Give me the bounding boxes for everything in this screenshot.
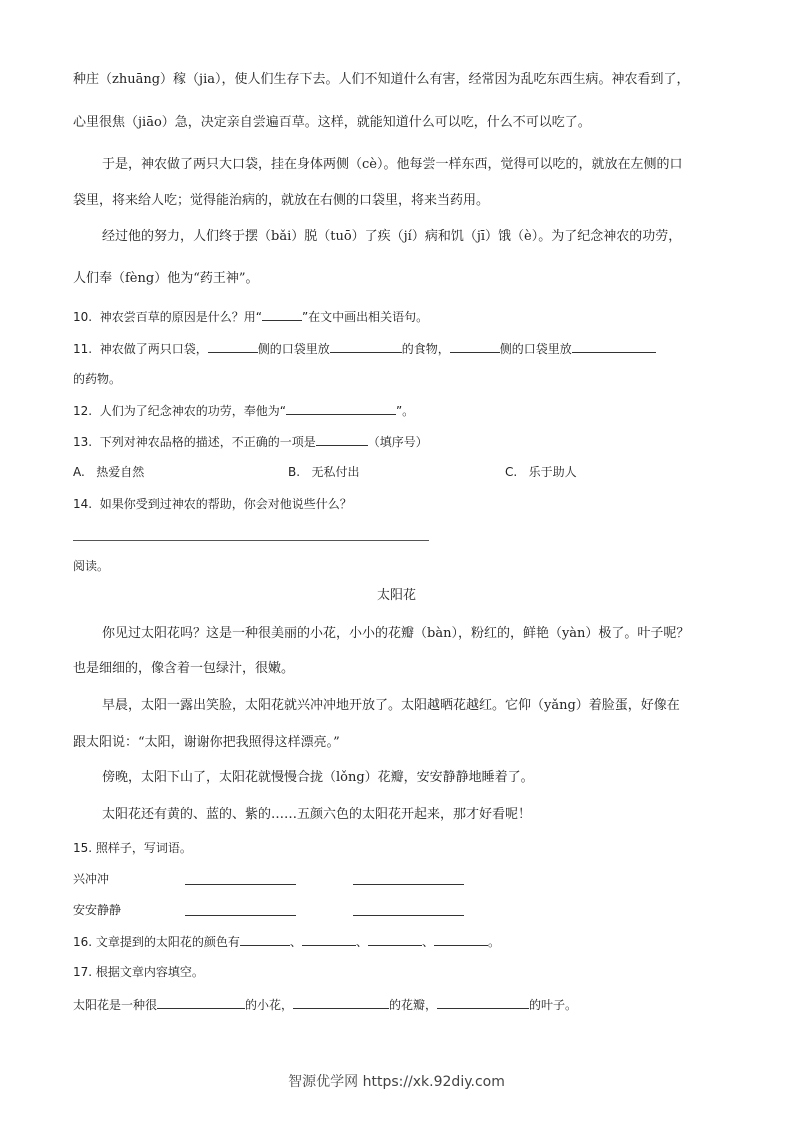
question-12: 12. 人们为了纪念神农的功劳，奉他为“ ”。 [73,404,415,418]
answer-blank[interactable] [437,996,529,1009]
passage-line: 跟太阳说：“太阳，谢谢你把我照得这样漂亮。” [73,735,340,750]
passage-line: 于是，神农做了两只大口袋，挂在身体两侧（cè）。他每尝一样东西，觉得可以吃的，就放在左侧的口 [102,157,683,172]
passage-line: 心里很焦（jiāo）急，决定亲自尝遍百草。这样，就能知道什么可以吃，什么不可以吃了。 [73,115,591,130]
answer-blank[interactable] [157,996,245,1009]
question-17: 17. 根据文章内容填空。 [73,965,204,979]
answer-blank[interactable] [293,996,389,1009]
passage-line: 经过他的努力，人们终于摆（bǎi）脱（tuō）了疾（jí）病和饥（jī）饿（è）。为了纪念神农的功劳， [102,229,682,244]
question-11-cont: 的药物。 [73,372,122,386]
reading-label: 阅读。 [73,559,110,573]
answer-blank[interactable] [330,340,402,353]
question-13: 13. 下列对神农品格的描述，不正确的一项是 （填序号） [73,435,428,449]
passage-line: 也是细细的，像含着一包绿汁，很嫩。 [73,661,295,676]
example-word: 安安静静 [73,903,122,917]
answer-line[interactable] [73,540,429,541]
question-10: 10. 神农尝百草的原因是什么？用“ ”在文中画出相关语句。 [73,310,429,324]
passage-line: 人们奉（fèng）他为“药王神”。 [73,271,259,286]
answer-blank[interactable] [434,933,488,946]
passage-line: 傍晚，太阳下山了，太阳花就慢慢合拢（lǒng）花瓣，安安静静地睡着了。 [102,770,534,785]
passage-title: 太阳花 [376,588,416,603]
answer-blank[interactable] [353,915,464,916]
answer-blank[interactable] [572,340,656,353]
answer-blank[interactable] [262,308,302,321]
option-b[interactable]: B. 无私付出 [288,465,360,479]
answer-blank[interactable] [316,433,368,446]
answer-blank[interactable] [185,915,296,916]
answer-blank[interactable] [353,884,464,885]
answer-blank[interactable] [185,884,296,885]
question-14: 14. 如果你受到过神农的帮助，你会对他说些什么？ [73,497,352,511]
answer-blank[interactable] [208,340,258,353]
footer-watermark: 智源优学网 https://xk.92diy.com [288,1074,505,1090]
example-word: 兴冲冲 [73,872,110,886]
question-15: 15. 照样子，写词语。 [73,841,192,855]
passage-line: 早晨，太阳一露出笑脸，太阳花就兴冲冲地开放了。太阳越晒花越红。它仰（yǎng）着脸蛋，好像在 [102,698,680,713]
question-17-fill: 太阳花是一种很 的小花， 的花瓣， 的叶子。 [73,998,578,1012]
answer-blank[interactable] [286,402,396,415]
passage-line: 太阳花还有黄的、蓝的、紫的……五颜六色的太阳花开起来，那才好看呢！ [102,807,532,822]
question-16: 16. 文章提到的太阳花的颜色有 、 、 、 。 [73,935,500,949]
option-a[interactable]: A. 热爱自然 [73,465,145,479]
answer-blank[interactable] [368,933,422,946]
question-11: 11. 神农做了两只口袋， 侧的口袋里放 的食物， 侧的口袋里放 [73,340,656,357]
passage-line: 你见过太阳花吗？这是一种很美丽的小花，小小的花瓣（bàn），粉红的，鲜艳（yàn）极了。叶子呢？ [102,626,690,641]
answer-blank[interactable] [240,933,290,946]
passage-line: 种庄（zhuāng）稼（jia），使人们生存下去。人们不知道什么有害，经常因为乱吃东西生病。神农看到了， [73,72,690,87]
answer-blank[interactable] [302,933,356,946]
option-c[interactable]: C. 乐于助人 [505,465,577,479]
passage-line: 袋里，将来给人吃；觉得能治病的，就放在右侧的口袋里，将来当药用。 [73,193,490,208]
answer-blank[interactable] [450,340,500,353]
